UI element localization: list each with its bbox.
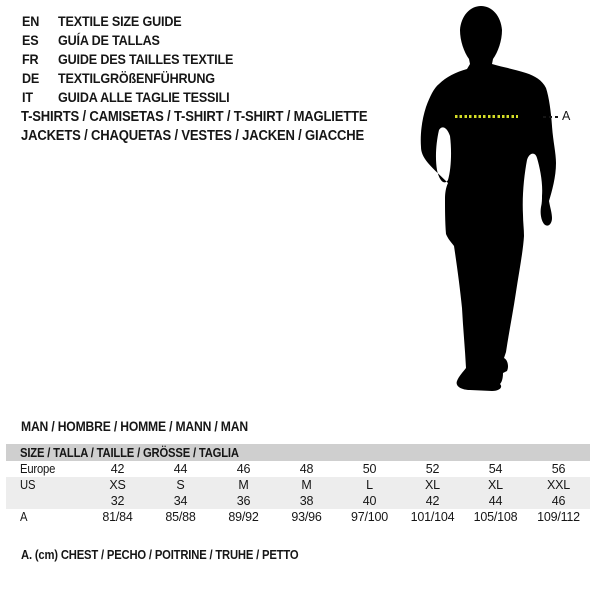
size-table xyxy=(6,444,590,525)
size-cell: 85/88 xyxy=(165,510,196,524)
size-cell: 54 xyxy=(488,462,503,476)
language-row-de xyxy=(22,69,253,88)
size-cell: 48 xyxy=(299,462,314,476)
language-row-es xyxy=(22,31,253,50)
garment-categories xyxy=(21,108,406,146)
section-title-man: MAN / HOMBRE / HOMME / MANN / MAN xyxy=(21,419,248,434)
chest-measure-line xyxy=(455,115,518,118)
language-title: TEXTILE SIZE GUIDE xyxy=(58,13,182,29)
size-cell: S xyxy=(176,478,185,492)
size-cell: 81/84 xyxy=(102,510,133,524)
language-code: DE xyxy=(22,70,40,86)
man-silhouette xyxy=(390,0,600,420)
size-cell: 50 xyxy=(362,462,377,476)
size-cell: XL xyxy=(425,478,440,492)
measure-leader-dashes xyxy=(543,116,560,118)
size-cell: 105/108 xyxy=(473,510,518,524)
size-cell: 46 xyxy=(236,462,251,476)
language-title: GUÍA DE TALLAS xyxy=(58,32,160,48)
table-row-us xyxy=(6,477,590,493)
table-row-europe xyxy=(6,461,590,477)
row-label: A xyxy=(20,510,28,524)
size-cell: 42 xyxy=(425,494,440,508)
size-cell: 93/96 xyxy=(291,510,322,524)
size-cell: 46 xyxy=(551,494,566,508)
size-cell: 32 xyxy=(110,494,125,508)
size-cell: 44 xyxy=(173,462,188,476)
size-cell: 101/104 xyxy=(410,510,455,524)
language-list xyxy=(22,12,253,107)
category-tshirts: T-SHIRTS / CAMISETAS / T-SHIRT / T-SHIRT / MAGLIETTE xyxy=(21,109,368,125)
language-title: GUIDA ALLE TAGLIE TESSILI xyxy=(58,89,230,105)
size-cell: 34 xyxy=(173,494,188,508)
table-row-us-numeric xyxy=(6,493,590,509)
size-cell: 56 xyxy=(551,462,566,476)
language-row-it xyxy=(22,88,253,107)
language-row-fr xyxy=(22,50,253,69)
language-title: GUIDE DES TAILLES TEXTILE xyxy=(58,51,234,67)
language-code: ES xyxy=(22,32,39,48)
size-cell: M xyxy=(301,478,312,492)
row-label: Europe xyxy=(20,462,56,476)
size-cell: XL xyxy=(488,478,503,492)
size-cell: 42 xyxy=(110,462,125,476)
size-cell: L xyxy=(366,478,373,492)
size-cell: 38 xyxy=(299,494,314,508)
size-cell: M xyxy=(238,478,249,492)
language-row-en xyxy=(22,12,253,31)
size-cell: 97/100 xyxy=(350,510,389,524)
size-cell: 89/92 xyxy=(228,510,259,524)
size-cell: 40 xyxy=(362,494,377,508)
row-label: US xyxy=(20,478,36,492)
size-cell: XS xyxy=(109,478,126,492)
table-row-chest-a xyxy=(6,509,590,525)
size-cell: 44 xyxy=(488,494,503,508)
category-jackets: JACKETS / CHAQUETAS / VESTES / JACKEN / GIACCHE xyxy=(21,128,364,144)
language-code: FR xyxy=(22,51,39,67)
size-cell: 52 xyxy=(425,462,440,476)
size-cell: 109/112 xyxy=(537,510,580,524)
language-title: TEXTILGRÖßENFÜHRUNG xyxy=(58,70,215,86)
size-cell: XXL xyxy=(546,478,571,492)
size-table-header: SIZE / TALLA / TAILLE / GRÖSSE / TAGLIA xyxy=(20,445,239,460)
measurement-legend-note: A. (cm) CHEST / PECHO / POITRINE / TRUHE / PETTO xyxy=(21,548,299,562)
size-cell: 36 xyxy=(236,494,251,508)
language-code: EN xyxy=(22,13,40,29)
language-code: IT xyxy=(22,89,33,105)
measure-label-a: A xyxy=(562,109,571,123)
